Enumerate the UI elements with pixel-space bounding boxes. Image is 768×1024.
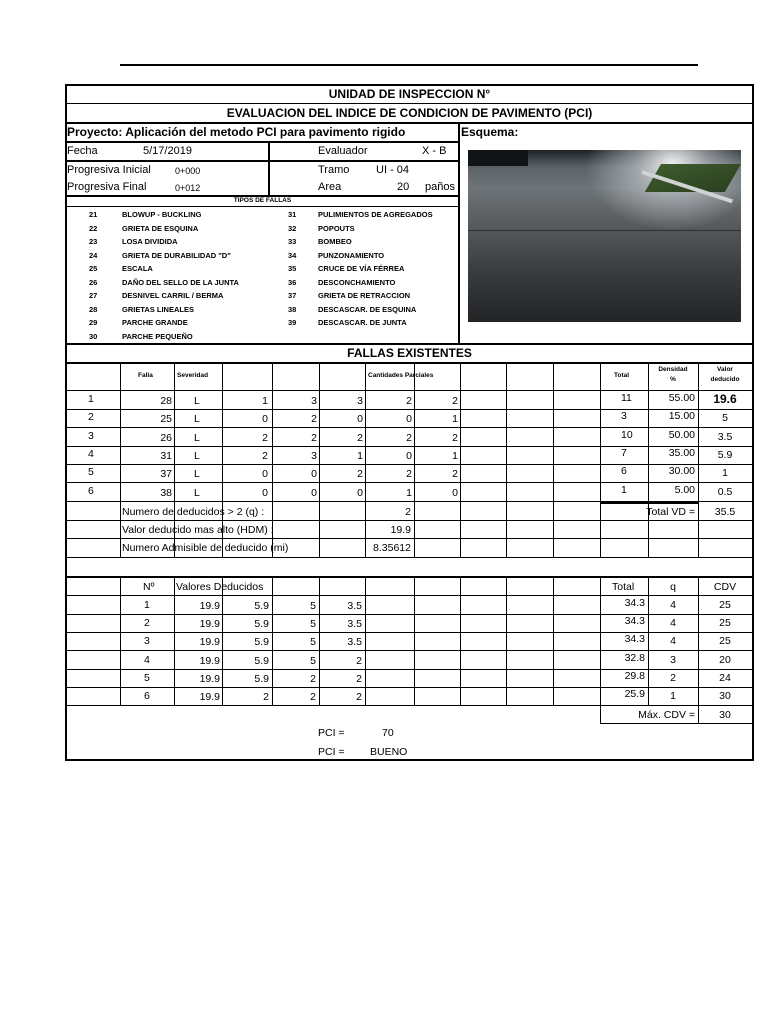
valor-deducido: 5.9 xyxy=(254,618,269,631)
project-label: Proyecto: Aplicación del metodo PCI para pavimento rigido xyxy=(67,125,406,139)
cantidad-parcial: 1 xyxy=(452,449,458,462)
grid-line xyxy=(365,577,366,705)
pci-rating: BUENO xyxy=(370,746,408,758)
valor-deducido: 2 xyxy=(310,672,316,685)
valor-deducido: 19.9 xyxy=(199,691,220,703)
falla-type-number: 30 xyxy=(89,331,98,341)
falla-code: 31 xyxy=(160,449,172,462)
grid-line xyxy=(120,577,121,705)
cdv-row-number: 3 xyxy=(144,635,150,648)
valor-deducido: 5.9 xyxy=(254,672,269,685)
col-severidad-header: Severidad xyxy=(177,372,209,379)
densidad: 35.00 xyxy=(668,446,695,459)
valor-deducido: 0.5 xyxy=(717,485,733,498)
fallas-existentes-title: FALLAS EXISTENTES xyxy=(347,346,472,360)
col-valores-header: Valores Deducidos xyxy=(176,581,264,593)
severidad: L xyxy=(194,449,200,462)
row-index: 3 xyxy=(88,429,94,442)
falla-total: 7 xyxy=(621,446,627,459)
falla-type-name: GRIETA DE DURABILIDAD "D" xyxy=(122,250,231,260)
total-vd-label: Total VD = xyxy=(646,506,695,518)
col-total-header: Total xyxy=(614,372,630,379)
tipos-fallas-title: TIPOS DE FALLAS xyxy=(233,197,292,204)
valor-deducido: 19.6 xyxy=(713,392,737,406)
valor-deducido: 5.9 xyxy=(717,448,733,461)
num-deducidos-label: Numero de deducidos > 2 (q) : xyxy=(122,506,265,518)
falla-type-name: PARCHE PEQUEÑO xyxy=(122,331,193,341)
cantidad-parcial: 0 xyxy=(357,413,363,426)
cantidad-parcial: 1 xyxy=(452,413,458,426)
densidad: 5.00 xyxy=(674,483,695,496)
cantidad-parcial: 2 xyxy=(262,431,268,444)
falla-type-name: GRIETA DE RETRACCION xyxy=(318,291,411,300)
cantidad-parcial: 2 xyxy=(452,468,458,481)
cdv-row-number: 2 xyxy=(144,617,150,630)
falla-type-name: POPOUTS xyxy=(318,223,355,233)
valor-deducido: 5 xyxy=(310,654,316,667)
falla-type-name: PUNZONAMIENTO xyxy=(318,250,385,260)
pavement-photo xyxy=(468,150,741,322)
severidad: L xyxy=(194,431,200,444)
cdv-q: 4 xyxy=(670,599,676,611)
mi-label: Numero Admisible de deducido (mi) xyxy=(122,542,289,554)
falla-type-number: 22 xyxy=(89,223,98,233)
valor-deducido: 19.9 xyxy=(199,618,220,631)
valor-deducido: 19.9 xyxy=(199,654,220,667)
cdv-row-number: 6 xyxy=(144,690,150,702)
falla-code: 26 xyxy=(160,431,172,444)
cdv-value: 25 xyxy=(719,599,731,611)
grid-line xyxy=(67,390,752,391)
valor-deducido: 19.9 xyxy=(199,636,220,649)
falla-code: 37 xyxy=(160,468,172,481)
cdv-total: 29.8 xyxy=(624,669,645,682)
cantidad-parcial: 3 xyxy=(357,395,363,407)
valor-deducido: 2 xyxy=(310,691,316,703)
cdv-total: 34.3 xyxy=(624,615,645,628)
grid-line xyxy=(600,723,752,724)
row-index: 6 xyxy=(88,484,94,497)
col-densidad-unit: % xyxy=(670,376,676,383)
valor-deducido: 5 xyxy=(310,600,316,612)
cantidad-parcial: 2 xyxy=(311,431,317,444)
falla-type-name: BLOWUP - BUCKLING xyxy=(122,210,202,219)
cantidad-parcial: 1 xyxy=(357,449,363,462)
falla-type-name: LOSA DIVIDIDA xyxy=(122,237,178,246)
cantidad-parcial: 0 xyxy=(406,449,412,462)
valor-deducido: 5.9 xyxy=(254,600,269,612)
pci-label: PCI = xyxy=(318,727,345,739)
falla-type-name: DESCASCAR. DE ESQUINA xyxy=(318,304,417,314)
col-q-header: q xyxy=(670,581,676,593)
grid-line xyxy=(67,650,752,651)
valor-deducido: 5.9 xyxy=(254,654,269,667)
densidad: 30.00 xyxy=(668,465,695,478)
area-value: 20 xyxy=(397,181,410,193)
cdv-value: 20 xyxy=(719,653,731,666)
cdv-value: 24 xyxy=(719,671,731,684)
falla-type-name: PARCHE GRANDE xyxy=(122,318,188,327)
cantidad-parcial: 2 xyxy=(357,468,363,481)
falla-code: 25 xyxy=(160,413,172,426)
falla-type-name: CRUCE DE VÍA FÉRREA xyxy=(318,264,405,273)
falla-total: 1 xyxy=(621,483,627,496)
falla-type-number: 39 xyxy=(288,318,297,327)
col-deducido-header: deducido xyxy=(710,376,740,383)
fecha-label: Fecha xyxy=(67,145,98,157)
grid-line xyxy=(553,363,554,558)
mi-value: 8.35612 xyxy=(373,542,411,554)
falla-code: 28 xyxy=(160,395,172,407)
cantidad-parcial: 0 xyxy=(311,468,317,481)
prog-fin-label: Progresiva Final xyxy=(67,181,147,193)
falla-total: 10 xyxy=(621,428,633,441)
cantidad-parcial: 3 xyxy=(311,449,317,462)
tramo-value: UI - 04 xyxy=(376,164,410,176)
area-unit: paños xyxy=(425,181,455,193)
cdv-q: 2 xyxy=(670,671,676,684)
hdm-value: 19.9 xyxy=(390,524,411,536)
densidad: 15.00 xyxy=(668,410,695,423)
valor-deducido: 3.5 xyxy=(347,636,362,649)
falla-type-name: GRIETAS LINEALES xyxy=(122,304,194,314)
densidad: 55.00 xyxy=(668,392,695,404)
falla-type-name: PULIMIENTOS DE AGREGADOS xyxy=(318,210,433,219)
falla-type-number: 27 xyxy=(89,291,98,300)
cantidad-parcial: 3 xyxy=(311,395,317,407)
valor-deducido: 5.9 xyxy=(254,636,269,649)
total-vd-value: 35.5 xyxy=(714,506,736,518)
cdv-value: 25 xyxy=(719,617,731,630)
grid-line xyxy=(67,595,752,596)
valor-deducido: 2 xyxy=(356,672,362,685)
falla-type-number: 21 xyxy=(89,210,98,219)
grid-line xyxy=(600,363,601,558)
cantidad-parcial: 2 xyxy=(406,395,412,407)
valor-deducido: 2 xyxy=(356,654,362,667)
cdv-total: 25.9 xyxy=(624,688,645,700)
falla-type-number: 23 xyxy=(89,237,98,246)
falla-type-number: 34 xyxy=(288,250,297,260)
grid-line xyxy=(506,363,507,558)
falla-code: 38 xyxy=(160,486,172,499)
evaluador-label: Evaluador xyxy=(318,145,368,157)
valor-deducido: 19.9 xyxy=(199,672,220,685)
col-total-header: Total xyxy=(612,581,635,593)
col-n-header: Nº xyxy=(143,581,155,593)
num-deducidos-value: 2 xyxy=(405,506,411,518)
grid-line xyxy=(67,705,752,706)
valor-deducido: 19.9 xyxy=(199,600,220,612)
cantidad-parcial: 2 xyxy=(311,413,317,426)
cdv-total: 32.8 xyxy=(624,651,645,664)
hdm-label: Valor deducido mas alto (HDM) : xyxy=(122,524,274,536)
grid-line xyxy=(67,557,752,558)
row-index: 5 xyxy=(88,466,94,479)
falla-type-number: 29 xyxy=(89,318,98,327)
grid-line xyxy=(67,576,752,578)
grid-line xyxy=(414,577,415,705)
falla-type-number: 24 xyxy=(89,250,98,260)
falla-type-name: DESCASCAR. DE JUNTA xyxy=(318,318,407,327)
valor-deducido: 5 xyxy=(722,412,728,425)
pci-value: 70 xyxy=(382,727,394,739)
falla-total: 3 xyxy=(621,410,627,423)
grid-line xyxy=(67,520,752,521)
esquema-label: Esquema: xyxy=(461,125,519,139)
col-cantidades-header: Cantidades Parciales xyxy=(368,372,434,379)
frame-top xyxy=(65,84,753,86)
falla-type-name: DESCONCHAMIENTO xyxy=(318,277,396,287)
grid-line xyxy=(460,363,461,558)
cantidad-parcial: 2 xyxy=(452,395,458,407)
cantidad-parcial: 0 xyxy=(262,413,268,426)
densidad: 50.00 xyxy=(668,428,695,441)
grid-line xyxy=(553,577,554,705)
evaluador-value: X - B xyxy=(422,145,447,157)
grid-line xyxy=(67,538,752,539)
cdv-q: 3 xyxy=(670,653,676,666)
prog-ini-label: Progresiva Inicial xyxy=(67,164,151,176)
valor-deducido: 5 xyxy=(310,618,316,631)
falla-type-number: 25 xyxy=(89,264,98,273)
cantidad-parcial: 0 xyxy=(262,486,268,499)
severidad: L xyxy=(194,395,200,407)
severidad: L xyxy=(194,468,200,481)
grid-line xyxy=(600,502,698,504)
falla-type-name: DAÑO DEL SELLO DE LA JUNTA xyxy=(122,277,239,287)
col-cdv-header: CDV xyxy=(713,581,737,593)
area-label: Area xyxy=(318,181,342,193)
frame-right xyxy=(752,84,754,761)
cdv-row-number: 4 xyxy=(144,653,150,666)
cdv-q: 1 xyxy=(670,690,676,702)
cantidad-parcial: 2 xyxy=(406,431,412,444)
cdv-value: 30 xyxy=(719,690,731,702)
cdv-total: 34.3 xyxy=(624,633,645,646)
cdv-row-number: 1 xyxy=(144,599,150,611)
cantidad-parcial: 2 xyxy=(406,468,412,481)
pci-label-2: PCI = xyxy=(318,746,345,758)
cdv-q: 4 xyxy=(670,635,676,648)
valor-deducido: 2 xyxy=(356,691,362,703)
row-index: 1 xyxy=(88,393,94,405)
cantidad-parcial: 0 xyxy=(452,486,458,499)
grid-line xyxy=(67,614,752,615)
cdv-value: 25 xyxy=(719,635,731,648)
cantidad-parcial: 2 xyxy=(357,431,363,444)
cantidad-parcial: 2 xyxy=(452,431,458,444)
cantidad-parcial: 1 xyxy=(406,486,412,499)
title-evaluacion: EVALUACION DEL INDICE DE CONDICION DE PAVIMENTO (PCI) xyxy=(226,106,593,120)
grid-line xyxy=(506,577,507,705)
valor-deducido: 2 xyxy=(263,691,269,703)
valor-deducido: 5 xyxy=(310,636,316,649)
falla-type-name: DESNIVEL CARRIL / BERMA xyxy=(122,291,224,300)
valor-deducido: 3.5 xyxy=(347,618,362,631)
col-falla-header: Falla xyxy=(138,372,153,379)
falla-type-number: 26 xyxy=(89,277,98,287)
grid-line xyxy=(67,669,752,670)
falla-type-number: 38 xyxy=(288,304,297,314)
prog-ini-value: 0+000 xyxy=(175,166,201,176)
valor-deducido: 3.5 xyxy=(347,600,362,612)
falla-total: 6 xyxy=(621,465,627,478)
max-cdv-value: 30 xyxy=(719,709,731,721)
cantidad-parcial: 0 xyxy=(357,486,363,499)
falla-type-number: 37 xyxy=(288,291,297,300)
cantidad-parcial: 0 xyxy=(262,468,268,481)
falla-type-number: 32 xyxy=(288,223,297,233)
severidad: L xyxy=(194,413,200,426)
falla-type-name: BOMBEO xyxy=(318,237,352,246)
row-index: 2 xyxy=(88,411,94,424)
grid-line xyxy=(67,632,752,633)
falla-type-number: 35 xyxy=(288,264,297,273)
cantidad-parcial: 0 xyxy=(406,413,412,426)
grid-line xyxy=(67,687,752,688)
cantidad-parcial: 0 xyxy=(311,486,317,499)
cdv-row-number: 5 xyxy=(144,671,150,684)
falla-type-number: 28 xyxy=(89,304,98,314)
tramo-label: Tramo xyxy=(318,164,350,176)
max-cdv-label: Máx. CDV = xyxy=(638,709,695,721)
cdv-total: 34.3 xyxy=(624,597,645,609)
cantidad-parcial: 2 xyxy=(262,449,268,462)
title-unidad: UNIDAD DE INSPECCION N° xyxy=(328,87,491,101)
severidad: L xyxy=(194,486,200,499)
fecha-value: 5/17/2019 xyxy=(143,145,192,157)
prog-fin-value: 0+012 xyxy=(175,183,201,193)
falla-type-number: 36 xyxy=(288,277,297,287)
cantidad-parcial: 1 xyxy=(262,395,268,407)
top-rule xyxy=(120,64,698,66)
falla-type-name: ESCALA xyxy=(122,264,153,273)
valor-deducido: 1 xyxy=(722,467,728,480)
frame-bottom xyxy=(65,759,753,761)
valor-deducido: 3.5 xyxy=(717,430,733,443)
cdv-q: 4 xyxy=(670,617,676,630)
row-index: 4 xyxy=(88,447,94,460)
falla-type-name: GRIETA DE ESQUINA xyxy=(122,223,199,233)
falla-total: 11 xyxy=(621,392,632,404)
falla-type-number: 33 xyxy=(288,237,297,246)
grid-line xyxy=(460,577,461,705)
col-densidad-header: Densidad xyxy=(658,366,688,373)
col-valor-header: Valor xyxy=(717,366,733,373)
falla-type-number: 31 xyxy=(288,210,297,219)
